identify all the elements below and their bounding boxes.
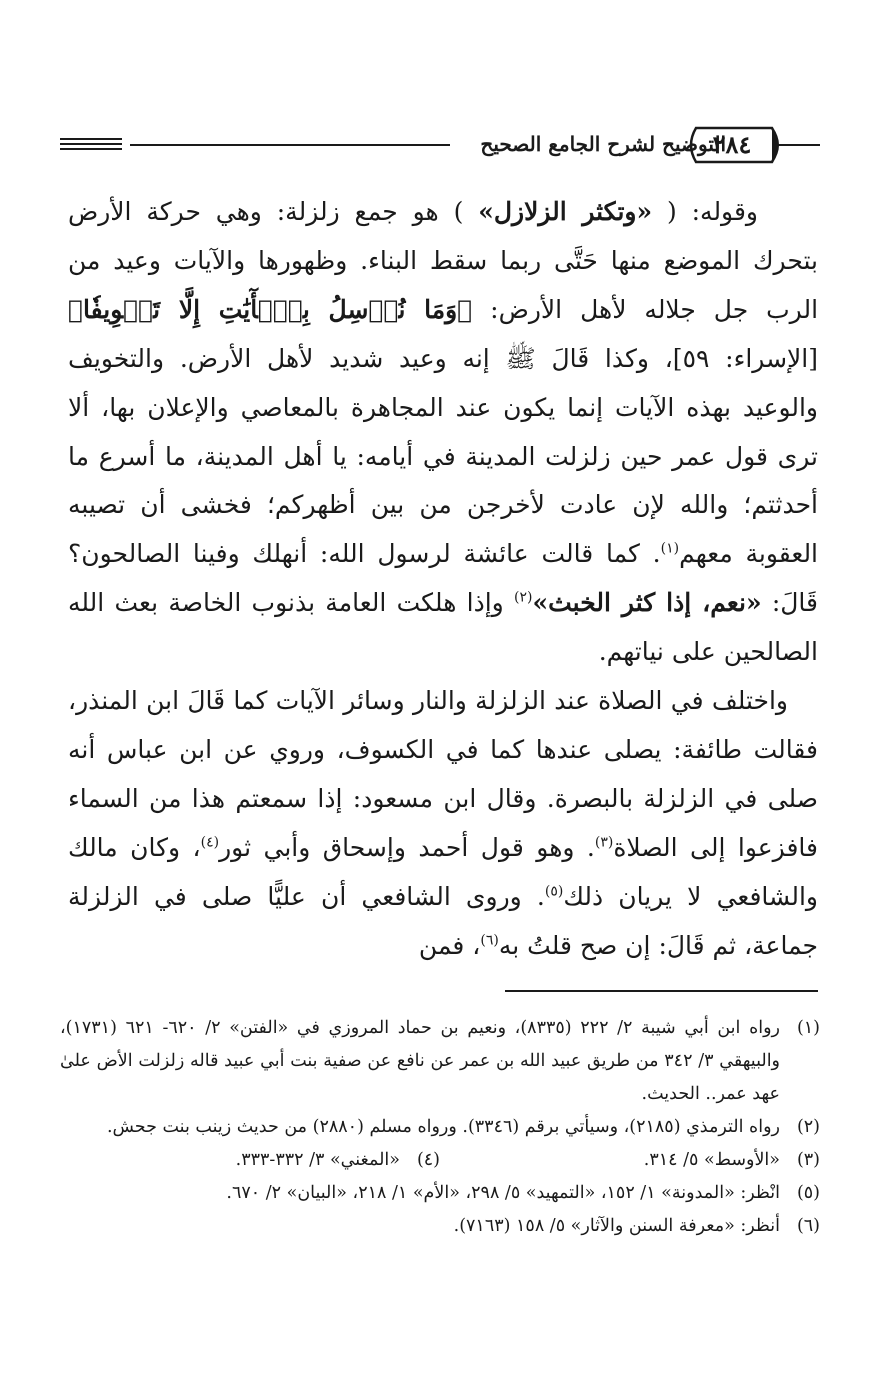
footnote-ref-1[interactable]: (١) (660, 541, 680, 558)
page-header (60, 118, 820, 178)
footnote-number: (١) (796, 1018, 820, 1038)
page-number-badge (672, 122, 792, 168)
footnote-1 (60, 1012, 820, 1111)
footnote-ref-5[interactable]: (٥) (544, 883, 564, 900)
paragraph-2: واختلف في الصلاة عند الزلزلة والنار وسائر الآيات كما قَالَ ابن المنذر، فقالت طائفة: يصلى عندها كما في الكسوف، وروي عن ابن عباس أنه صلى في الزلزلة بالبصرة. وقال ابن مسعود: إذا سمعتم هذا من السماء فافزعوا إلى الصلاة$^{(٣)}$. وهو قول أحمد وإسحاق وأبي ثور$^{(٤)}$، وكان مالك والشافعي لا يريان ذلك$^{(٥)}$. وروى الشافعي أن عليًّا صلى في الزلزلة جماعة، ثم قَالَ: إن صح قلتُ به$^{(٦)}$، فمن (68, 686, 818, 960)
footnote-ref-4[interactable]: (٤) (200, 834, 220, 851)
footnote-text: رواه ابن أبي شيبة ٢/ ٢٢٢ (٨٣٣٥)، ونعيم بن حماد المروزي في «الفتن» ٢/ ٦٢٠- ٦٢١ (١٧٣١)، والبيهقي ٣/ ٣٤٢ من طريق عبيد الله بن عمر عن نافع عن صفية بنت أبي عبيد قاله زلزلت الأض علىٰ عهد عمر.. الحديث. (60, 1018, 781, 1104)
footnote-6 (60, 1210, 820, 1243)
footnote-text: رواه الترمذي (٢١٨٥)، وسيأتي برقم (٣٣٤٦). ورواه مسلم (٢٨٨٠) من حديث زينب بنت جحش. (106, 1117, 780, 1137)
footnote-2 (60, 1111, 820, 1144)
footnote-text: «المغني» ٣/ ٣٣٢-٣٣٣. (235, 1150, 400, 1170)
header-rule-left (130, 144, 450, 146)
footnote-3 (440, 1144, 820, 1177)
quran-verse: ﴿وَمَا نُرۡسِلُ بِٱلۡأٓيَٰتِ إِلَّا تَخۡوِيفٗا﴾ (68, 294, 473, 324)
paragraph-1: وقوله: ( «وتكثر الزلازل» ) هو جمع زلزلة: وهي حركة الأرض بتحرك الموضع منها حَتَّى ربما سقط البناء. وظهورها والآيات وعيد من الرب جل جلاله لأهل الأرض: ﴿وَمَا نُرۡسِلُ بِٱلۡأٓيَٰتِ إِلَّا تَخۡوِيفٗا﴾ [الإسراء: ٥٩]، وكذا قَالَ ﷺ إنه وعيد شديد لأهل الأرض. والتخويف والوعيد بهذه الآيات إنما يكون عند المجاهرة بالمعاصي والإعلان بها، ألا ترى قول عمر حين زلزلت المدينة في أيامه: يا أهل المدينة، ما أسرع ما أحدثتم؛ والله لإن عادت لأخرجن من بين أظهركم؛ فخشى أن تصيبه العقوبة معهم$^{(١)}$. كما قالت عائشة لرسول الله: أنهلك وفينا الصالحون؟ قَالَ: «نعم، إذا كثر الخبث»$^{(٢)}$ وإذا هلكت العامة بذنوب الخاصة بعث الله الصالحين على نياتهم. (68, 197, 819, 667)
hadith-quote-2: «نعم، إذا كثر الخبث» (532, 588, 762, 618)
footnote-text: أنظر: «معرفة السنن والآثار» ٥/ ١٥٨ (٧١٦٣). (453, 1216, 780, 1236)
footnote-number: (٣) (796, 1150, 820, 1170)
footnote-number: (٦) (796, 1216, 820, 1236)
footnote-text: انْظر: «المدونة» ١/ ١٥٢، «التمهيد» ٥/ ٢٩٨، «الأم» ١/ ٢١٨، «البيان» ٢/ ٦٧٠. (226, 1183, 780, 1203)
footnote-5 (60, 1177, 820, 1210)
hadith-quote: «وتكثر الزلازل» (478, 197, 653, 226)
page-number: ٢٨٤ (712, 130, 752, 159)
main-text (68, 188, 818, 971)
footnote-4 (60, 1144, 440, 1177)
footnote-row-3-4 (60, 1144, 820, 1177)
header-ornament-bars (60, 138, 122, 152)
footnote-separator (505, 990, 818, 992)
footnote-ref-6[interactable]: (٦) (480, 932, 499, 949)
footnote-number: (٤) (416, 1150, 440, 1170)
footnote-ref-3[interactable]: (٣) (594, 834, 614, 851)
footnote-number: (٥) (796, 1183, 820, 1203)
footnotes (60, 1012, 820, 1243)
footnote-number: (٢) (796, 1117, 820, 1137)
footnote-text: «الأوسط» ٥/ ٣١٤. (643, 1150, 780, 1170)
book-title: التوضيح لشرح الجامع الصحيح (480, 132, 726, 156)
header-rule-right (790, 144, 820, 146)
footnote-ref-2[interactable]: (٢) (514, 589, 533, 606)
